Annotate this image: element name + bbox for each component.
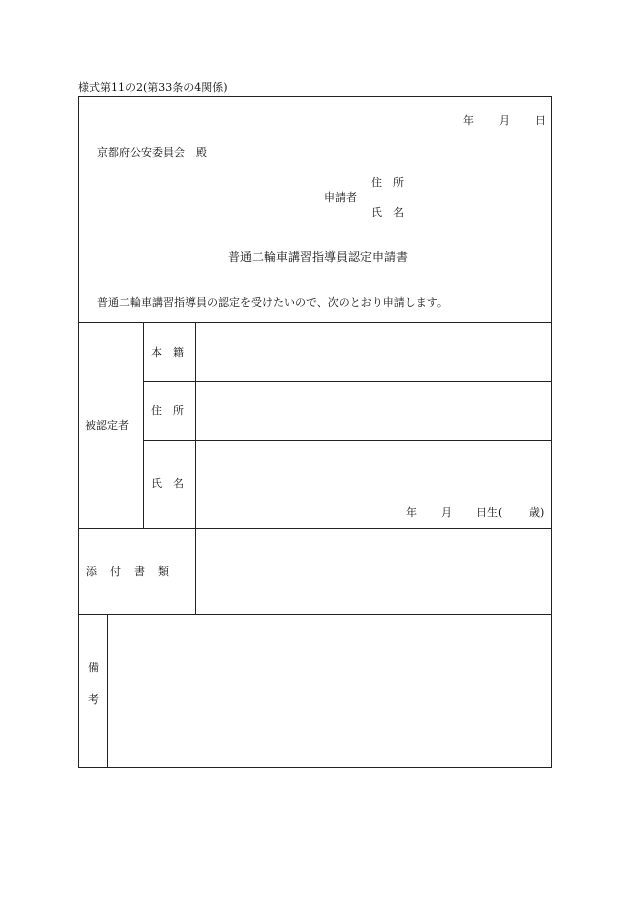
registered-domicile-label: 本 籍 (151, 346, 184, 359)
applicant-label: 申請者 (324, 191, 357, 204)
section-divider-header (78, 322, 552, 323)
birth-month: 月 (441, 506, 452, 519)
remarks-char-1: 備 (88, 661, 99, 674)
remarks-char-2: 考 (88, 693, 99, 706)
form-number: 様式第11の2(第33条の4関係) (78, 81, 228, 94)
column-divider-remarks (107, 614, 108, 768)
column-divider-person-label (143, 322, 144, 528)
section-divider-attachments (78, 614, 552, 615)
application-statement: 普通二輪車講習指導員の認定を受けたいので、次のとおり申請します。 (97, 296, 448, 309)
birth-year: 年 (406, 506, 417, 519)
certified-person-label: 被認定者 (85, 419, 129, 432)
column-divider-field-label (195, 322, 196, 614)
birth-day: 日生( (476, 506, 503, 519)
address-label: 住 所 (151, 404, 184, 417)
addressee: 京都府公安委員会 殿 (97, 146, 207, 159)
date-day: 日 (535, 114, 546, 127)
age: 歳) (529, 506, 545, 519)
form-title: 普通二輪車講習指導員認定申請書 (228, 250, 409, 264)
date-year: 年 (463, 114, 474, 127)
row-divider-address (143, 440, 552, 441)
row-divider-domicile (143, 381, 552, 382)
section-divider-person (78, 528, 552, 529)
name-label: 氏 名 (151, 477, 184, 490)
applicant-address-label: 住 所 (371, 176, 404, 189)
attachments-label: 添 付 書 類 (86, 565, 170, 578)
date-month: 月 (499, 114, 510, 127)
applicant-name-label: 氏 名 (371, 206, 404, 219)
application-form (78, 96, 552, 768)
